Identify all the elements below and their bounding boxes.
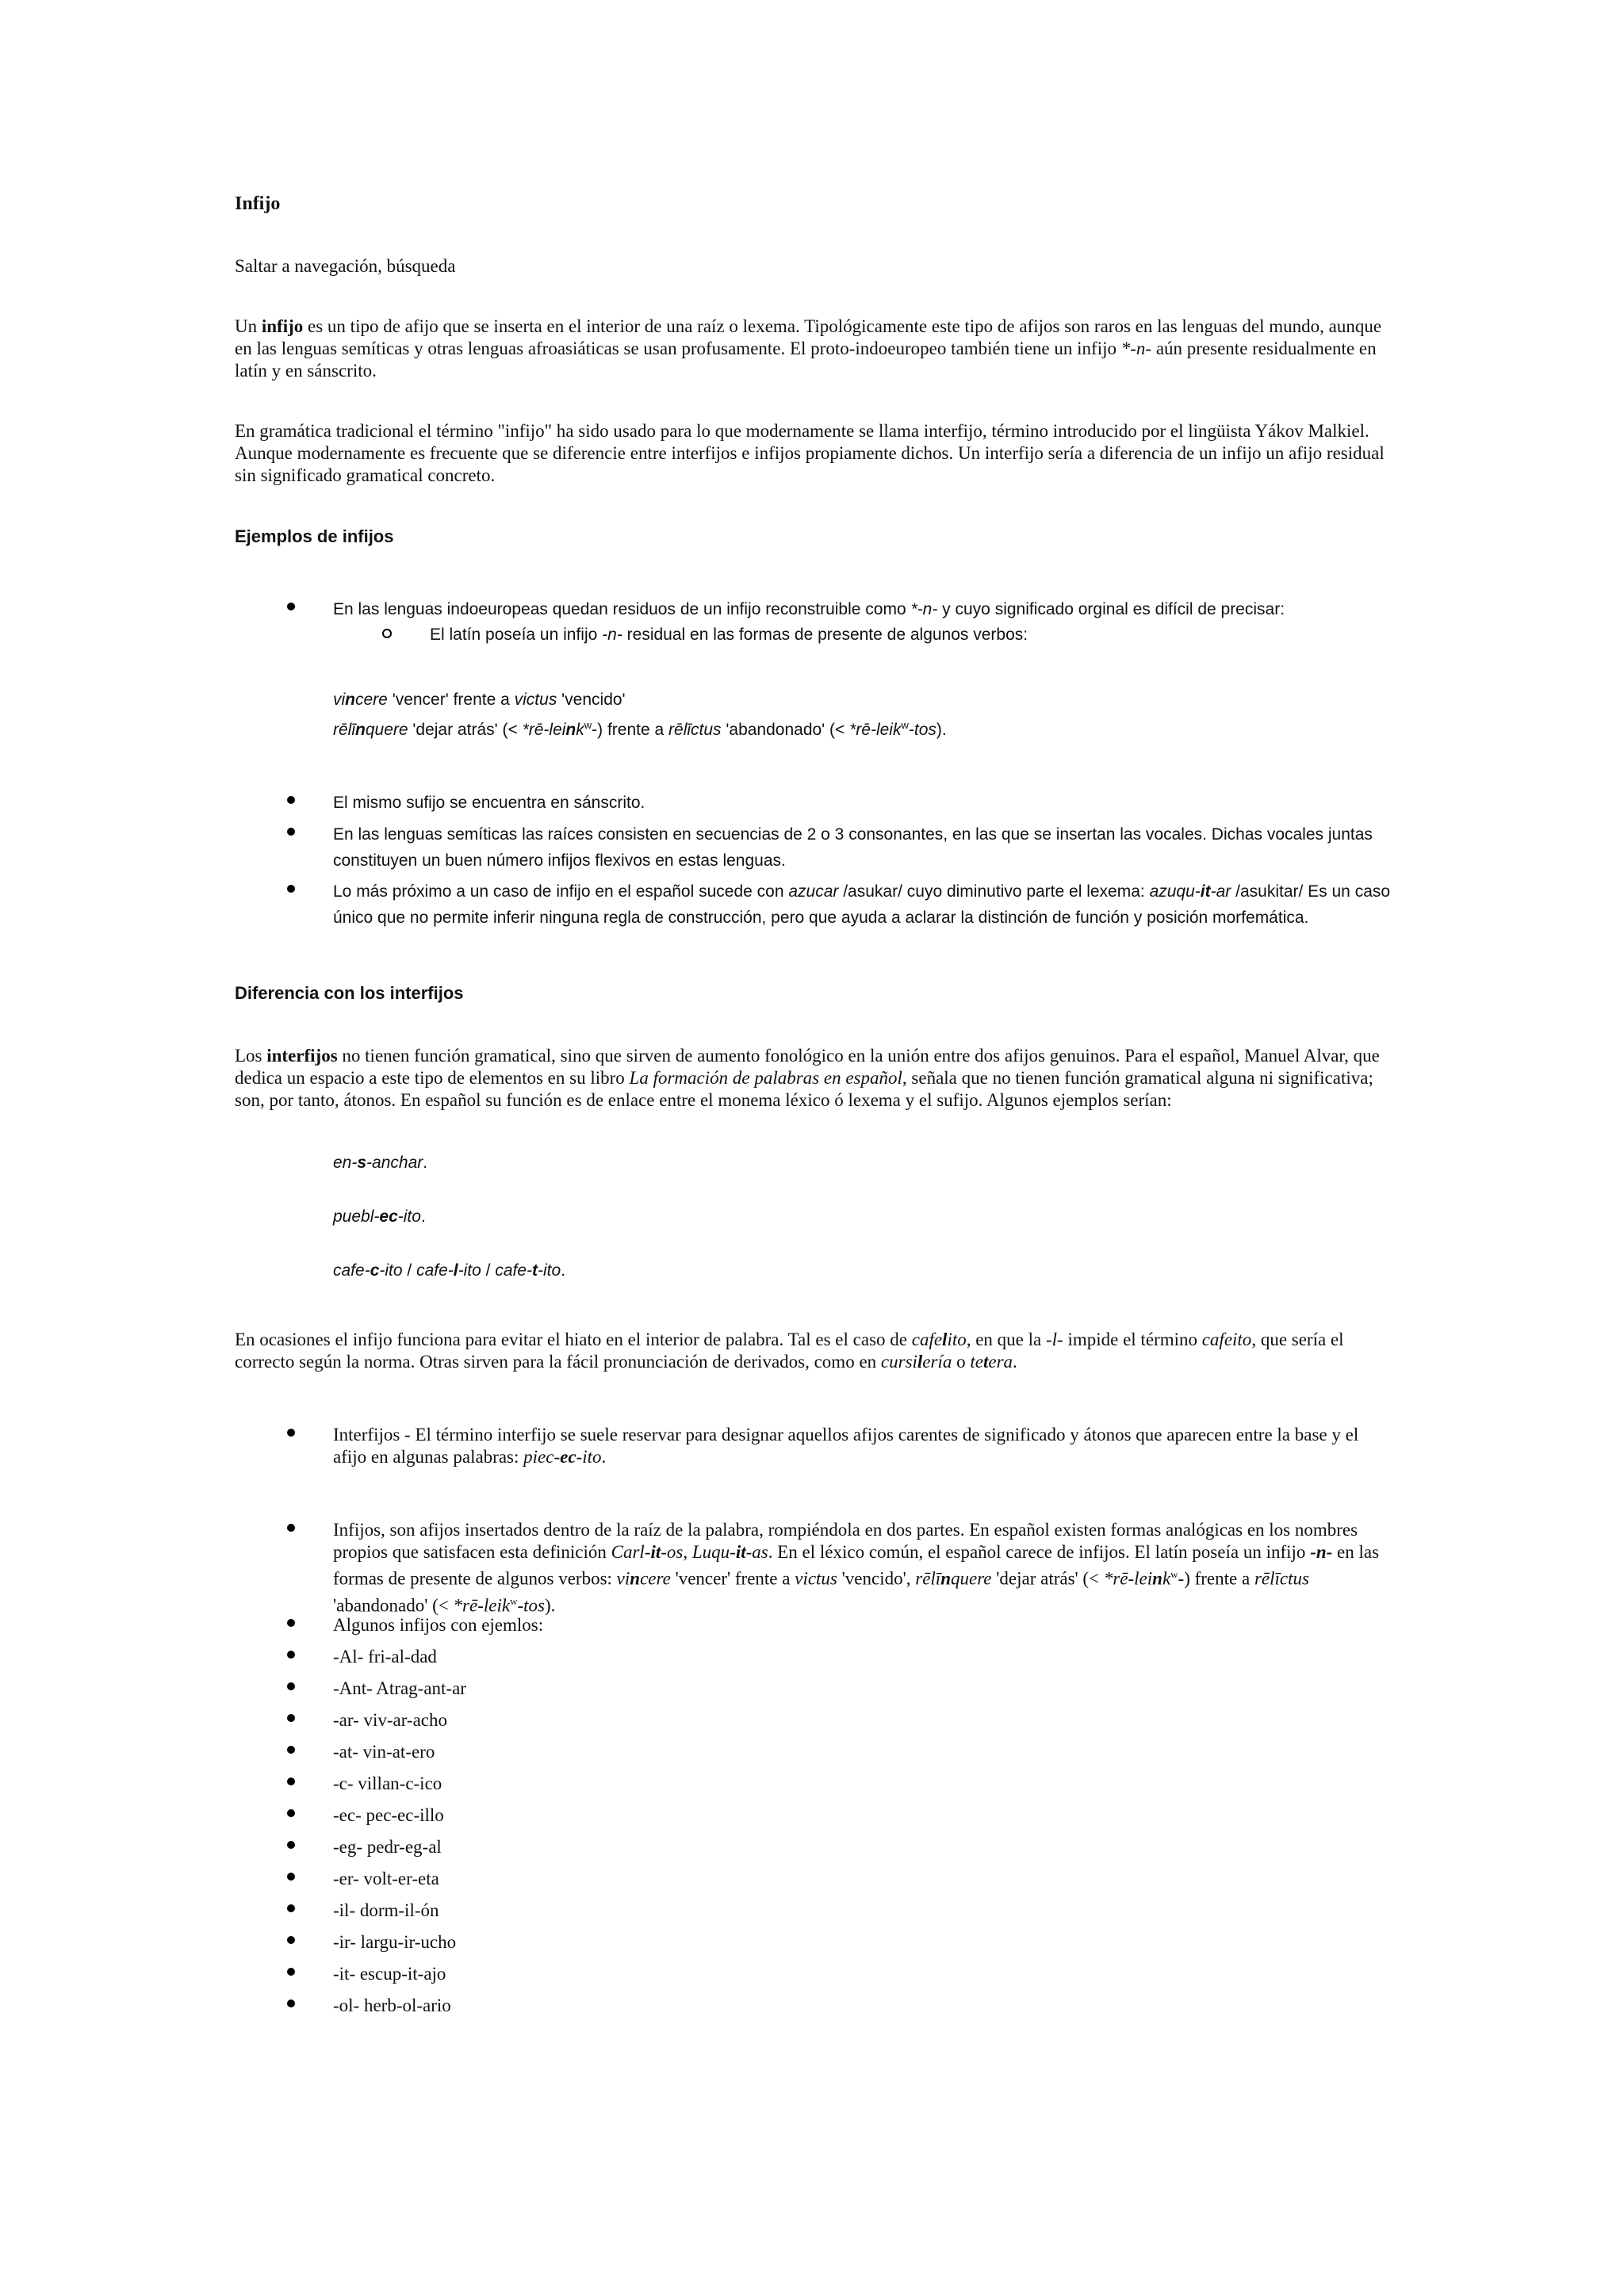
intro-paragraph-2: En gramática tradicional el término "infijo" ha sido usado para lo que modernamente se llama interfijo, término introducido por el lingüista Yákov Malkiel. Aunque modernamente es frecuente que se diferencie entre interfijos e infijos propiamente dichos. Un interfijo sería a diferencia de un infijo un afijo residual sin significado gramatical concreto. <box>235 421 1385 485</box>
bullet-icon <box>287 1809 295 1817</box>
interfijos-paragraph: Los interfijos no tienen función gramatical, sino que sirven de aumento fonológico en la unión entre dos afijos genuinos. Para el español, Manuel Alvar, que dedica un espacio a este tipo de elementos en su libro La formación de palabras en español, señala que no tienen función gramatical alguna ni significativa; son, por tanto, átonos. En español su función es de enlace entre el monema léxico ó lexema y el sufijo. Algunos ejemplos serían: <box>235 1046 1380 1110</box>
interfijo-example-2: puebl-ec-ito. <box>333 1207 426 1226</box>
section-heading-diferencia: Diferencia con los interfijos <box>235 983 464 1003</box>
bullet-icon <box>287 1619 295 1627</box>
bullet-icon <box>287 885 295 893</box>
infix-list-item: -Ant- Atrag-ant-ar <box>333 1678 466 1698</box>
bullet-icon <box>287 1904 295 1912</box>
bullet-icon <box>287 1651 295 1659</box>
hiato-paragraph: En ocasiones el infijo funciona para evitar el hiato en el interior de palabra. Tal es el caso de cafelito, en que la -l- impide el término cafeito, que sería el correcto según la norma. Otras sirven para la fácil pronunciación de derivados, como en cursilería o tetera. <box>235 1330 1344 1372</box>
sub-list-item: El latín poseía un infijo -n- residual en las formas de presente de algunos verbos: <box>430 626 1028 644</box>
list-item: El mismo sufijo se encuentra en sánscrito. <box>333 794 645 812</box>
section-heading-ejemplos: Ejemplos de infijos <box>235 526 394 546</box>
bullet-icon <box>287 1936 295 1944</box>
list-item: Lo más próximo a un caso de infijo en el español sucede con azucar /asukar/ cuyo diminutivo parte el lexema: azuqu-it-ar /asukitar/ Es un caso único que no permite inferir ninguna regla de construcción, pero que ayuda a aclarar la distinción de función y posición morfemática. <box>333 882 1391 927</box>
infix-list-item: -il- dorm-il-ón <box>333 1900 439 1920</box>
bullet-icon <box>287 1524 295 1532</box>
bullet-icon <box>287 1777 295 1785</box>
infix-list-item: -er- volt-er-eta <box>333 1869 439 1888</box>
infix-list-item: -ir- largu-ir-ucho <box>333 1932 457 1952</box>
infix-list-item: -c- villan-c-ico <box>333 1774 442 1793</box>
list-item: Algunos infijos con ejemlos: <box>333 1615 544 1635</box>
infix-list-item: -ar- viv-ar-acho <box>333 1710 448 1730</box>
bullet-icon <box>287 1841 295 1849</box>
interfijo-example-1: en-s-anchar. <box>333 1154 428 1172</box>
infix-list-item: -ec- pec-ec-illo <box>333 1805 444 1825</box>
latin-example-1: vincere 'vencer' frente a victus 'vencido' <box>333 691 626 709</box>
interfijo-example-3: cafe-c-ito / cafe-l-ito / cafe-t-ito. <box>333 1261 566 1280</box>
infix-list-item: -it- escup-it-ajo <box>333 1964 446 1984</box>
intro-paragraph-1: Un infijo es un tipo de afijo que se inserta en el interior de una raíz o lexema. Tipológicamente este tipo de afijos son raros en las lenguas del mundo, aunque en las lenguas semíticas y otras lenguas afroasiáticas se usan profusamente. El proto-indoeuropeo también tiene un infijo *-n- aún presente residualmente en latín y en sánscrito. <box>235 316 1382 381</box>
list-item: En las lenguas indoeuropeas quedan residuos de un infijo reconstruible como *-n- y cuyo significado orginal es difícil de precisar: <box>333 600 1285 618</box>
bullet-icon <box>287 796 295 804</box>
bullet-icon <box>287 603 295 610</box>
skip-navigation-text: Saltar a navegación, búsqueda <box>235 256 456 276</box>
bullet-icon <box>287 1746 295 1754</box>
bullet-icon <box>287 1968 295 1976</box>
infix-list-item: -eg- pedr-eg-al <box>333 1837 442 1857</box>
infix-list-item: -at- vin-at-ero <box>333 1742 435 1762</box>
bullet-icon <box>287 1682 295 1690</box>
infix-list-item: -ol- herb-ol-ario <box>333 1996 451 2015</box>
latin-example-2: rēlīnquere 'dejar atrás' (< *rē-leink$^w$-) frente a rēlīctus 'abandonado' (< *rē-leik$^w$-tos). <box>333 719 947 739</box>
infix-list-item: -Al- fri-al-dad <box>333 1647 437 1667</box>
bullet-icon <box>287 1873 295 1881</box>
list-item: En las lenguas semíticas las raíces consisten en secuencias de 2 o 3 consonantes, en las que se insertan las vocales. Dichas vocales juntas constituyen un buen número infijos flexivos en estas lenguas. <box>333 825 1373 870</box>
list-item: Interfijos - El término interfijo se suele reservar para designar aquellos afijos carentes de significado y átonos que aparecen entre la base y el afijo en algunas palabras: piec-ec-ito. <box>333 1425 1359 1467</box>
bullet-icon <box>287 1429 295 1437</box>
circle-bullet-icon <box>382 629 392 638</box>
list-item: Infijos, son afijos insertados dentro de la raíz de la palabra, rompiéndola en dos partes. En español existen formas analógicas en los nombres propios que satisfacen esta definición Carl-it-os, Luqu-it-as. En el léxico común, el español carece de infijos. El latín poseía un infijo -n- en las formas de presente de algunos verbos: vincere 'vencer' frente a victus 'vencido', rēlīnquere 'dejar atrás' (< *rē-leink$^w$-) frente a rēlīctus 'abandonado' (< *rē-leik$^w$-tos). <box>333 1520 1380 1616</box>
bullet-icon <box>287 1714 295 1722</box>
bullet-icon <box>287 1999 295 2007</box>
page-title: Infijo <box>235 193 281 214</box>
bullet-icon <box>287 828 295 836</box>
